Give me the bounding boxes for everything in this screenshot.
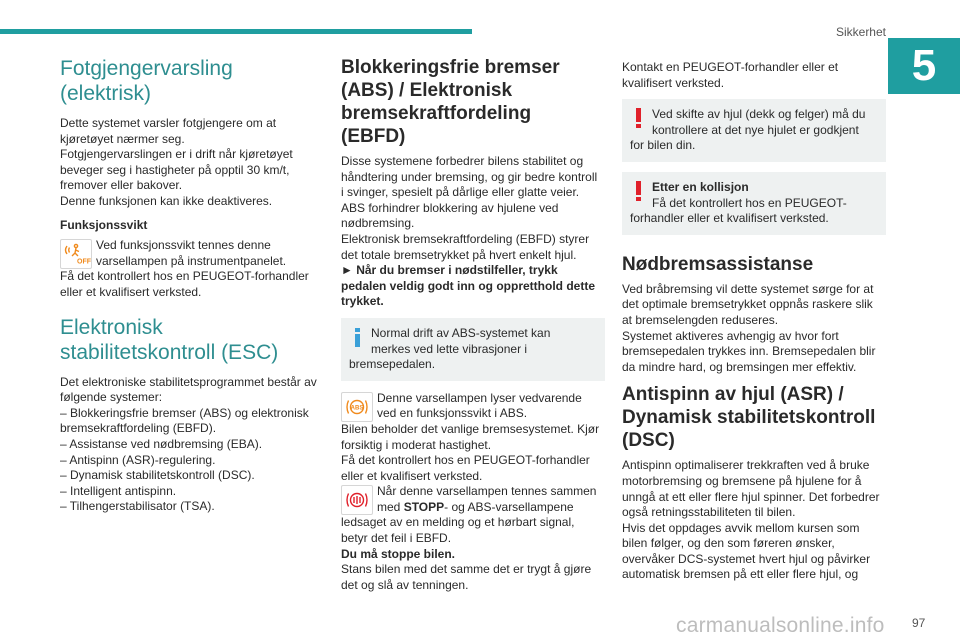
emergency-brake-paragraph: Ved bråbremsing vil dette systemet sørge for at det optimale bremsetrykket oppnås raskere slik at bremselengden reduseres. Systemet aktiveres avhengig av hvor fort bremsepedalen trykkes inn. Bremsepedalen blir da mindre hard, og bremsingen mer effektiv. [622, 281, 876, 374]
svg-text:OFF: OFF [77, 258, 91, 266]
section-title: Sikkerhet [835, 25, 886, 39]
brake-warning-icon [341, 485, 373, 515]
info-icon [349, 326, 367, 348]
top-accent-bar [0, 29, 472, 34]
abs-warning-icon [341, 392, 373, 422]
emergency-braking-instruction: ► Når du bremser i nødstilfeller, trykk pedalen veldig godt inn og oppretthold dette trykket. [341, 263, 595, 309]
pedestrian-lamp-note: OFF Ved funksjonssvikt tennes denne varsellampen på instrumentpanelet. Få det kontrollert hos en PEUGEOT-forhandler eller et kvalifisert verksted. [60, 238, 309, 299]
asr-dsc-paragraph: Antispinn optimaliserer trekkraften ved å bruke motorbremsing og bremsene på hjulene for å unngå at ett eller flere hjul spinner. Det forbedrer også retningsstabiliteten til bilen. Hvis det oppdages avvik mellom kursen som bilen følger, og den som føreren ønsker, overvåker DCS-systemet hvert hjul og påvirker automatisk bremsen på ett eller flere hjul, og [622, 458, 880, 582]
column-2 [341, 56, 605, 593]
pedestrian-warning-off-icon [60, 239, 92, 269]
column-1 [60, 56, 322, 515]
info-box-abs: Normal drift av ABS-systemet kan merkes ved lette vibrasjoner i bremsepedalen. [341, 318, 605, 381]
subheading-malfunction: Funksjonssvikt [60, 217, 148, 232]
heading-asr-dsc: Antispinn av hjul (ASR) / Dynamisk stabilitetskontroll (DSC) [622, 384, 876, 452]
svg-text:ABS: ABS [350, 405, 364, 412]
brake-lamp-note: Når denne varsellampen tennes sammen med STOPP- og ABS-varsellampene ledsaget av en melding og et hørbart signal, betyr det feil i EBFD. Du må stoppe bilen. Stans bilen med det samme det er trygt å gjøre det og slå av tenningen. [341, 484, 597, 592]
heading-abs-ebfd: Blokkeringsfrie bremser (ABS) / Elektronisk bremsekraftfordeling (EBFD) [341, 57, 560, 147]
esc-paragraph: Det elektroniske stabilitetsprogrammet består av følgende systemer: – Blokkeringsfrie bremser (ABS) og elektronisk bremsekraftfordeling (EBFD). – Assistanse ved nødbremsing (EBA). – Antispinn (ASR)-regulering. – Dynamisk stabilitetskontroll (DSC). – Intelligent antispinn. – Tilhengerstabilisator (TSA). [60, 374, 317, 514]
warning-exclamation-icon [630, 180, 648, 202]
warning-box-collision: Etter en kollisjon Få det kontrollert hos en PEUGEOT- forhandler eller et kvalifisert verksted. [622, 172, 886, 235]
warning-exclamation-icon [630, 107, 648, 129]
heading-emergency-brake-assist: Nødbremsassistanse [622, 253, 814, 275]
column-3 [622, 56, 886, 583]
abs-paragraph: Disse systemene forbedrer bilens stabilitet og håndtering under bremsing, og gir bedre kontroll i svinger, spesielt på dårlige eller glatte veier. ABS forhindrer blokkering av hjulene ved nødbremsing. Elektronisk bremsekraftfordeling (EBFD) styrer det totale bremsetrykket på hvert enkelt hjul. [341, 154, 598, 262]
heading-esc: Elektronisk stabilitetskontroll (ESC) [60, 315, 279, 364]
pedestrian-paragraph: Dette systemet varsler fotgjengere om at kjøretøyet nærmer seg. Fotgjengervarslingen er i drift når kjøretøyet beveger seg i hastigheter på opptil 30 km/t, fremover eller bakover. Denne funksjonen kan ikke deaktiveres. [60, 116, 293, 208]
page-number: 97 [912, 616, 926, 630]
heading-pedestrian-warning: Fotgjengervarsling (elektrisk) [60, 57, 233, 105]
contact-paragraph: Kontakt en PEUGEOT-forhandler eller et kvalifisert verksted. [622, 60, 839, 90]
warning-box-wheel-change: Ved skifte av hjul (dekk og felger) må du kontrollere at det nye hjulet er godkjent for bilen din. [622, 99, 886, 162]
chapter-number-tab: 5 [888, 38, 960, 94]
abs-lamp-note: ABS Denne varsellampen lyser vedvarende ved en funksjonssvikt i ABS. Bilen beholder det vanlige bremsesystemet. Kjør forsiktig i moderat hastighet. Få det kontrollert hos en PEUGEOT-forhandler eller et kvalifisert verksted. [341, 390, 600, 483]
watermark: carmanualsonline.info [676, 614, 885, 637]
